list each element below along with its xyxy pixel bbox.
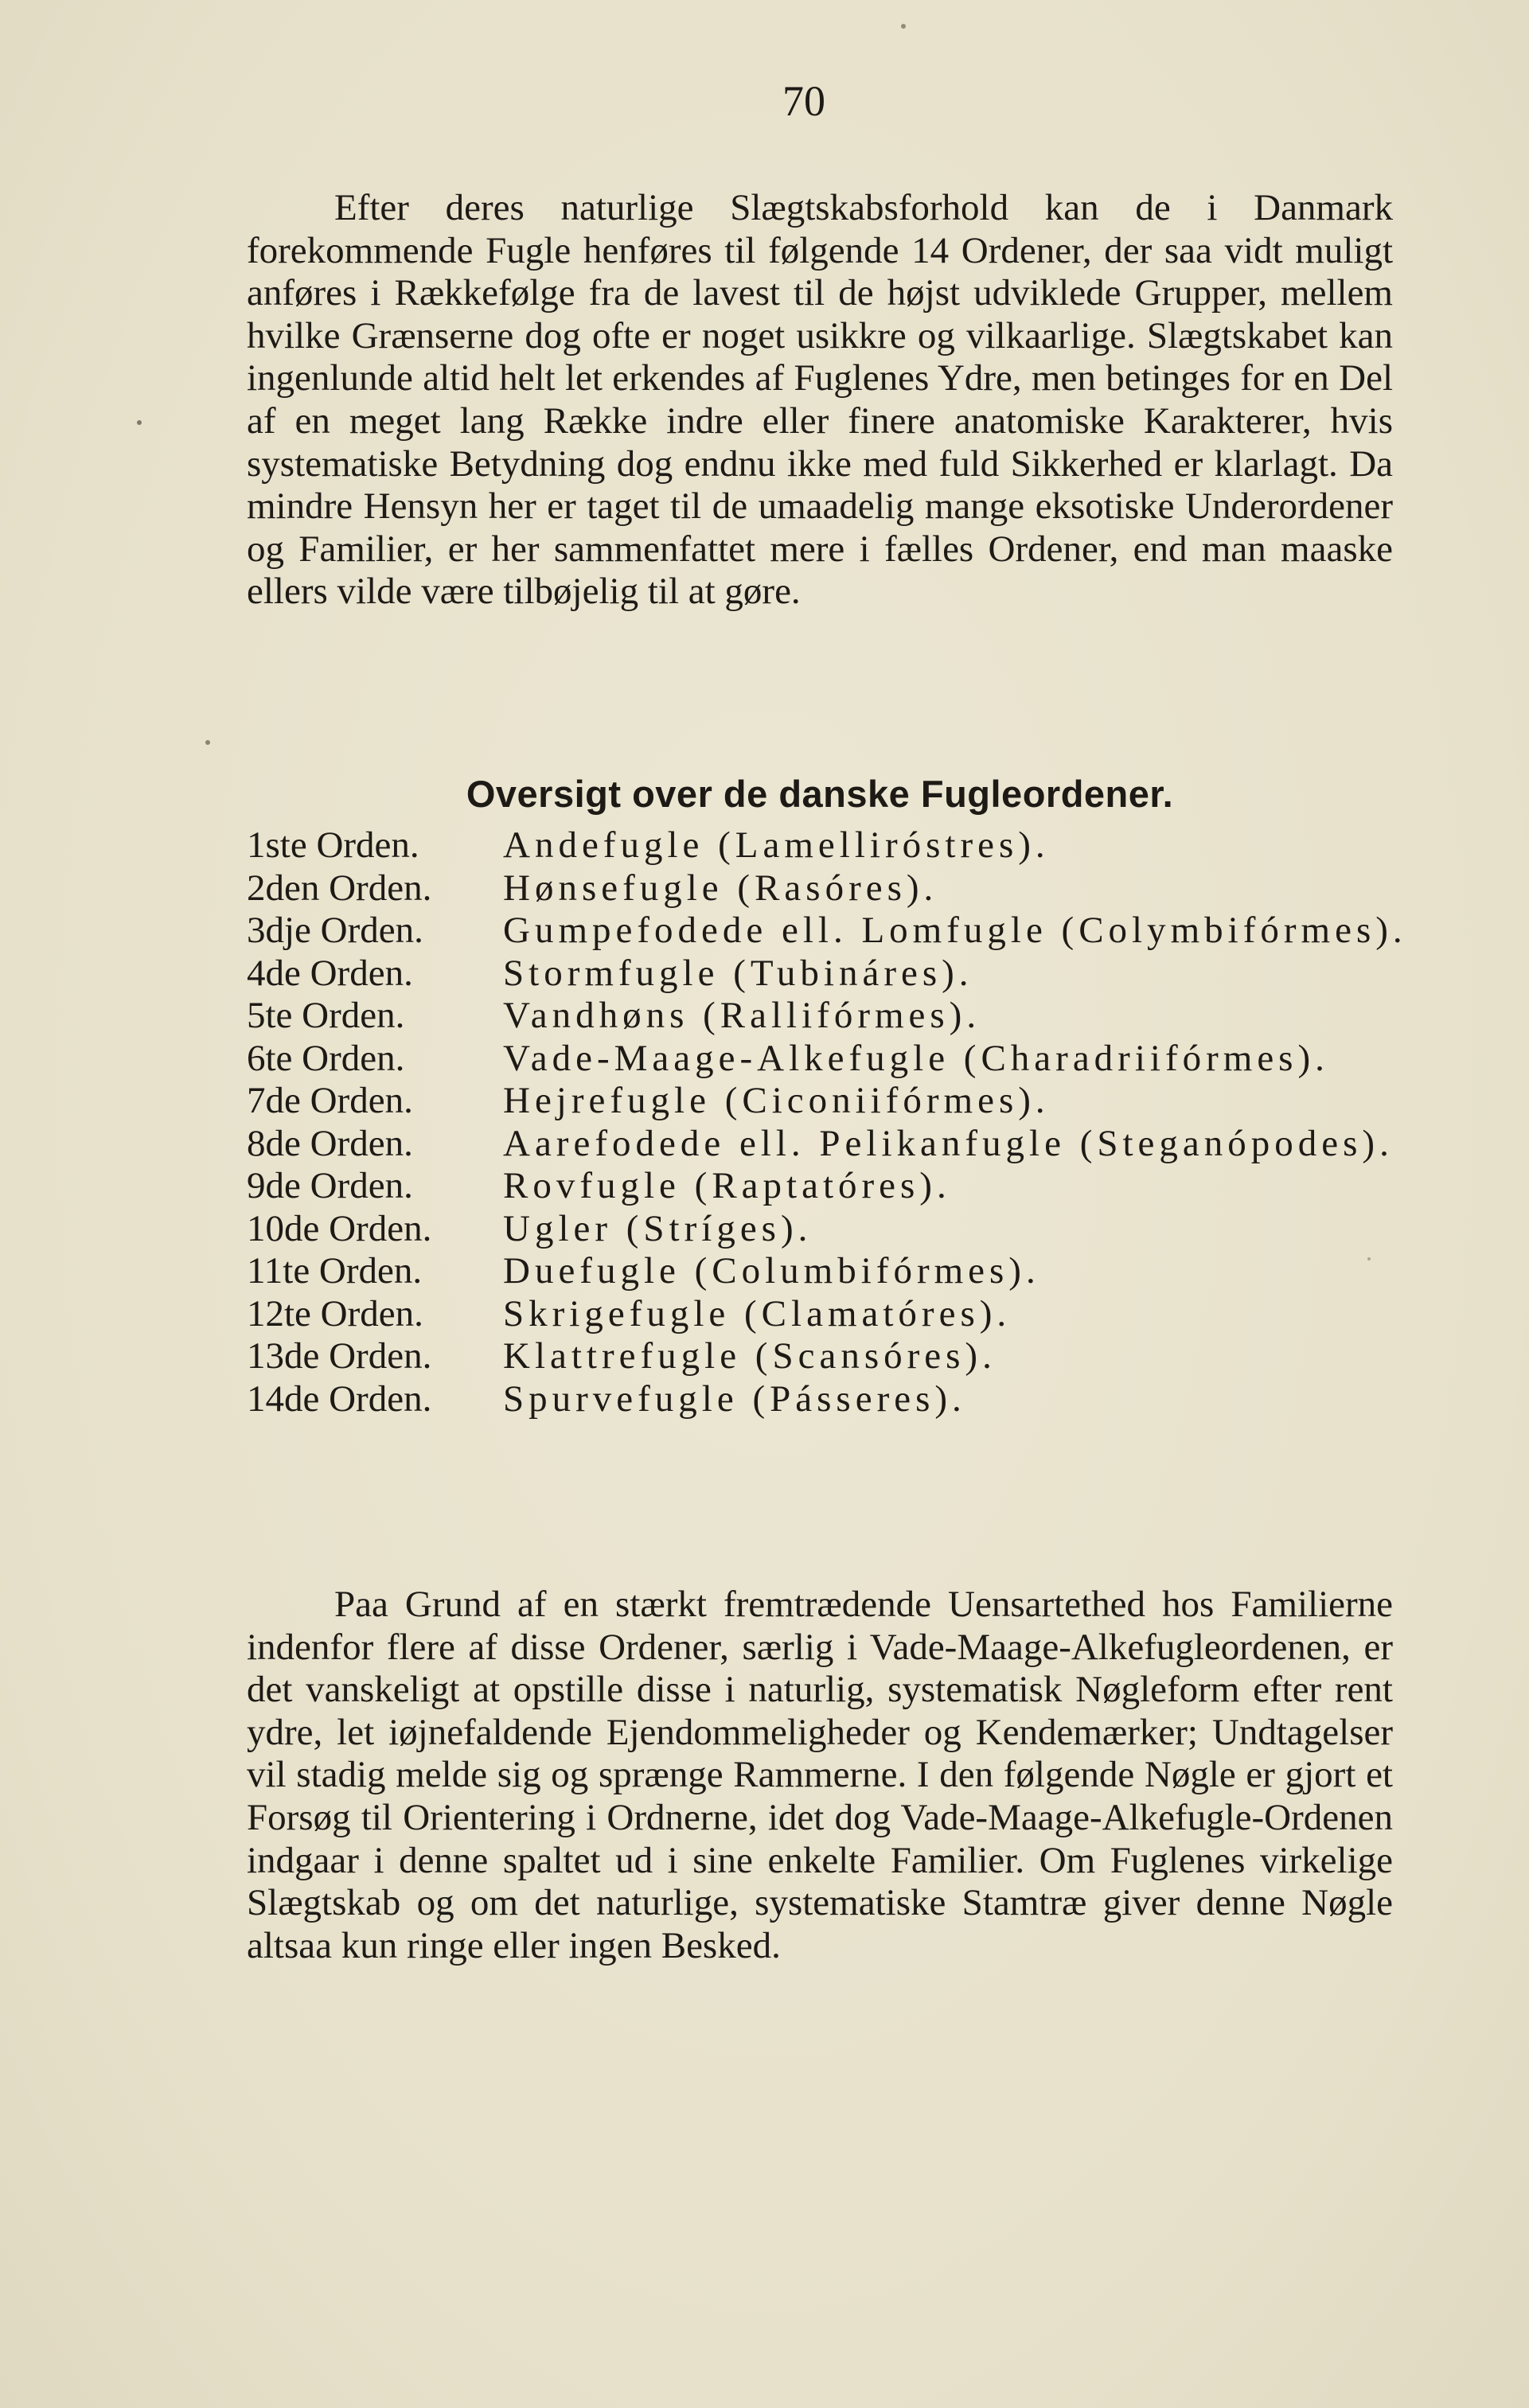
order-name: Rovfugle (Raptatóres). [503,1165,951,1206]
list-item [247,824,1409,867]
list-item [247,1123,1409,1166]
order-name: Hønsefugle (Rasóres). [503,867,938,909]
order-number: 4de Orden. [247,952,413,994]
list-item [247,1080,1409,1123]
list-item [247,1293,1409,1336]
print-speck [137,420,142,425]
list-item [247,1038,1409,1081]
order-name: Andefugle (Lamelliróstres). [503,824,1050,866]
closing-paragraph-block [247,1584,1393,1967]
print-speck [901,24,906,29]
order-number: 7de Orden. [247,1080,413,1121]
list-item [247,1208,1409,1251]
order-number: 12te Orden. [247,1292,423,1335]
order-name: Duefugle (Columbifórmes). [503,1250,1040,1292]
order-number: 13de Orden. [247,1335,432,1377]
order-number: 8de Orden. [247,1122,413,1164]
list-item [247,1378,1409,1421]
order-number: 1ste Orden. [247,824,419,866]
order-number: 9de Orden. [247,1165,413,1206]
order-name: Vandhøns (Rallifórmes). [503,995,981,1036]
order-number: 6te Orden. [247,1037,405,1079]
order-name: Skrigefugle (Clamatóres). [503,1292,1012,1335]
print-speck [205,740,210,745]
order-name: Stormfugle (Tubináres). [503,952,973,994]
order-number: 3dje Orden. [247,910,423,951]
list-item [247,867,1409,910]
list-item [247,1165,1409,1208]
section-heading: Oversigt over de danske Fugleordener. [466,773,1174,815]
list-item [247,953,1409,996]
order-name: Gumpefodede ell. Lomfugle (Colymbifórmes). [503,910,1407,951]
order-name: Vade-Maage-Alkefugle (Charadriifórmes). [503,1037,1329,1079]
orders-list [247,824,1409,1420]
order-name: Aarefodede ell. Pelikanfugle (Steganópodes). [503,1122,1394,1164]
print-speck [1367,1257,1371,1260]
order-number: 11te Orden. [247,1250,423,1292]
page-number: 70 [782,77,825,125]
list-item [247,1250,1409,1293]
intro-paragraph: Efter deres naturlige Slægtskabsforhold kan de i Danmark forekommende Fugle henføres til følgende 14 Ordener, der saa vidt muligt anføres i Rækkefølge fra de lavest til de højst udviklede Grupper, mellem hvilke Grænserne dog ofte er noget usikkre og vilkaarlige. Slægtskabet kan ingenlunde altid helt let erkendes af Fuglenes Ydre, men betinges for en Del af en meget lang Række indre eller finere anatomiske Karakterer, hvis systematiske Betydning dog endnu ikke med fuld Sikkerhed er klarlagt. Da mindre Hensyn her er taget til de umaadelig mange eksotiske Underordener og Familier, er her sammenfattet mere i fælles Ordener, end man maaske ellers vilde være tilbøjelig til at gøre. [247,187,1393,613]
list-item [247,1335,1409,1378]
order-name: Ugler (Stríges). [503,1207,813,1249]
list-item [247,910,1409,953]
order-number: 14de Orden. [247,1377,432,1420]
order-number: 5te Orden. [247,995,405,1036]
order-name: Spurvefugle (Pásseres). [503,1377,966,1420]
order-number: 10de Orden. [247,1207,432,1249]
order-name: Klattrefugle (Scansóres). [503,1335,997,1377]
order-number: 2den Orden. [247,867,432,909]
list-item [247,995,1409,1038]
order-name: Hejrefugle (Ciconiifórmes). [503,1080,1050,1121]
intro-paragraph-block [247,187,1393,614]
closing-paragraph: Paa Grund af en stærkt fremtrædende Uensartethed hos Familierne indenfor flere af disse Ordener, særlig i Vade-Maage-Alkefugleordenen, er det vanskeligt at opstille disse i naturlig, systematisk Nøgleform efter rent ydre, let iøjnefaldende Ejendommeligheder og Kendemærker; Undtagelser vil stadig melde sig og sprænge Rammerne. I den følgende Nøgle er gjort et Forsøg til Orientering i Ordnerne, idet dog Vade-Maage-Alkefugle-Ordenen indgaar i denne spaltet ud i sine enkelte Familier. Om Fuglenes virkelige Slægtskab og om det naturlige, systematiske Stamtræ giver denne Nøgle altsaa kun ringe eller ingen Besked. [247,1584,1393,1966]
